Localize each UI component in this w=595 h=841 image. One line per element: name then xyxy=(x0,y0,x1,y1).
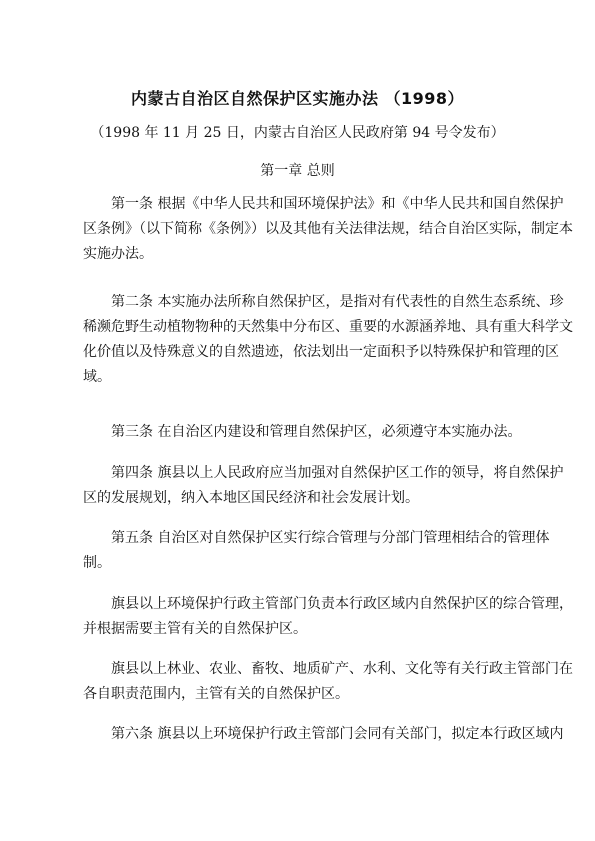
paragraph-line: 制。 xyxy=(83,555,111,571)
document-title: 内蒙古自治区自然保护区实施办法 （1998） xyxy=(130,89,465,108)
paragraph-line: 第一条 根据《中华人民共和国环境保护法》和《中华人民共和国自然保护 xyxy=(111,196,564,212)
paragraph-line: 旗县以上林业、农业、畜牧、地质矿产、水利、文化等有关行政主管部门在 xyxy=(111,661,573,677)
article-5-clause-3-paragraph xyxy=(83,657,573,707)
article-4-paragraph xyxy=(83,461,564,511)
paragraph-line: 各自职责范围内，主管有关的自然保护区。 xyxy=(83,686,349,702)
document-subtitle: （1998 年 11 月 25 日，内蒙古自治区人民政府第 94 号令发布） xyxy=(90,125,505,141)
paragraph-line: 第六条 旗县以上环境保护行政主管部门会同有关部门，拟定本行政区域内 xyxy=(111,726,564,742)
paragraph-line: 区条例》（以下简称《条例》）以及其他有关法律法规，结合自治区实际，制定本 xyxy=(83,221,573,237)
paragraph-line: 域。 xyxy=(83,369,111,385)
paragraph-line: 并根据需要主管有关的自然保护区。 xyxy=(83,621,307,637)
paragraph-line: 实施办法。 xyxy=(83,246,153,262)
paragraph-line: 第五条 自治区对自然保护区实行综合管理与分部门管理相结合的管理体 xyxy=(111,530,550,546)
article-2-paragraph xyxy=(83,290,573,390)
paragraph-line: 第三条 在自治区内建设和管理自然保护区，必须遵守本实施办法。 xyxy=(111,424,522,440)
article-5-paragraph xyxy=(83,526,550,576)
paragraph-line: 第四条 旗县以上人民政府应当加强对自然保护区工作的领导，将自然保护 xyxy=(111,465,564,481)
chapter-heading: 第一章 总则 xyxy=(260,163,335,179)
article-5-clause-2-paragraph xyxy=(83,592,573,642)
article-6-paragraph xyxy=(83,722,564,747)
article-1-paragraph xyxy=(83,192,573,267)
paragraph-line: 区的发展规划，纳入本地区国民经济和社会发展计划。 xyxy=(83,490,419,506)
paragraph-line: 化价值以及恃殊意义的自然遗迹，依法划出一定面积予以特殊保护和管理的区 xyxy=(83,344,559,360)
paragraph-line: 旗县以上环境保护行政主管部门负责本行政区域内自然保护区的综合管理， xyxy=(111,596,573,612)
paragraph-line: 第二条 本实施办法所称自然保护区，是指对有代表性的自然生态系统、珍 xyxy=(111,294,564,310)
paragraph-line: 稀濒危野生动植物物种的天然集中分布区、重要的水源涵养地、具有重大科学文 xyxy=(83,319,573,335)
article-3-paragraph xyxy=(83,420,543,445)
